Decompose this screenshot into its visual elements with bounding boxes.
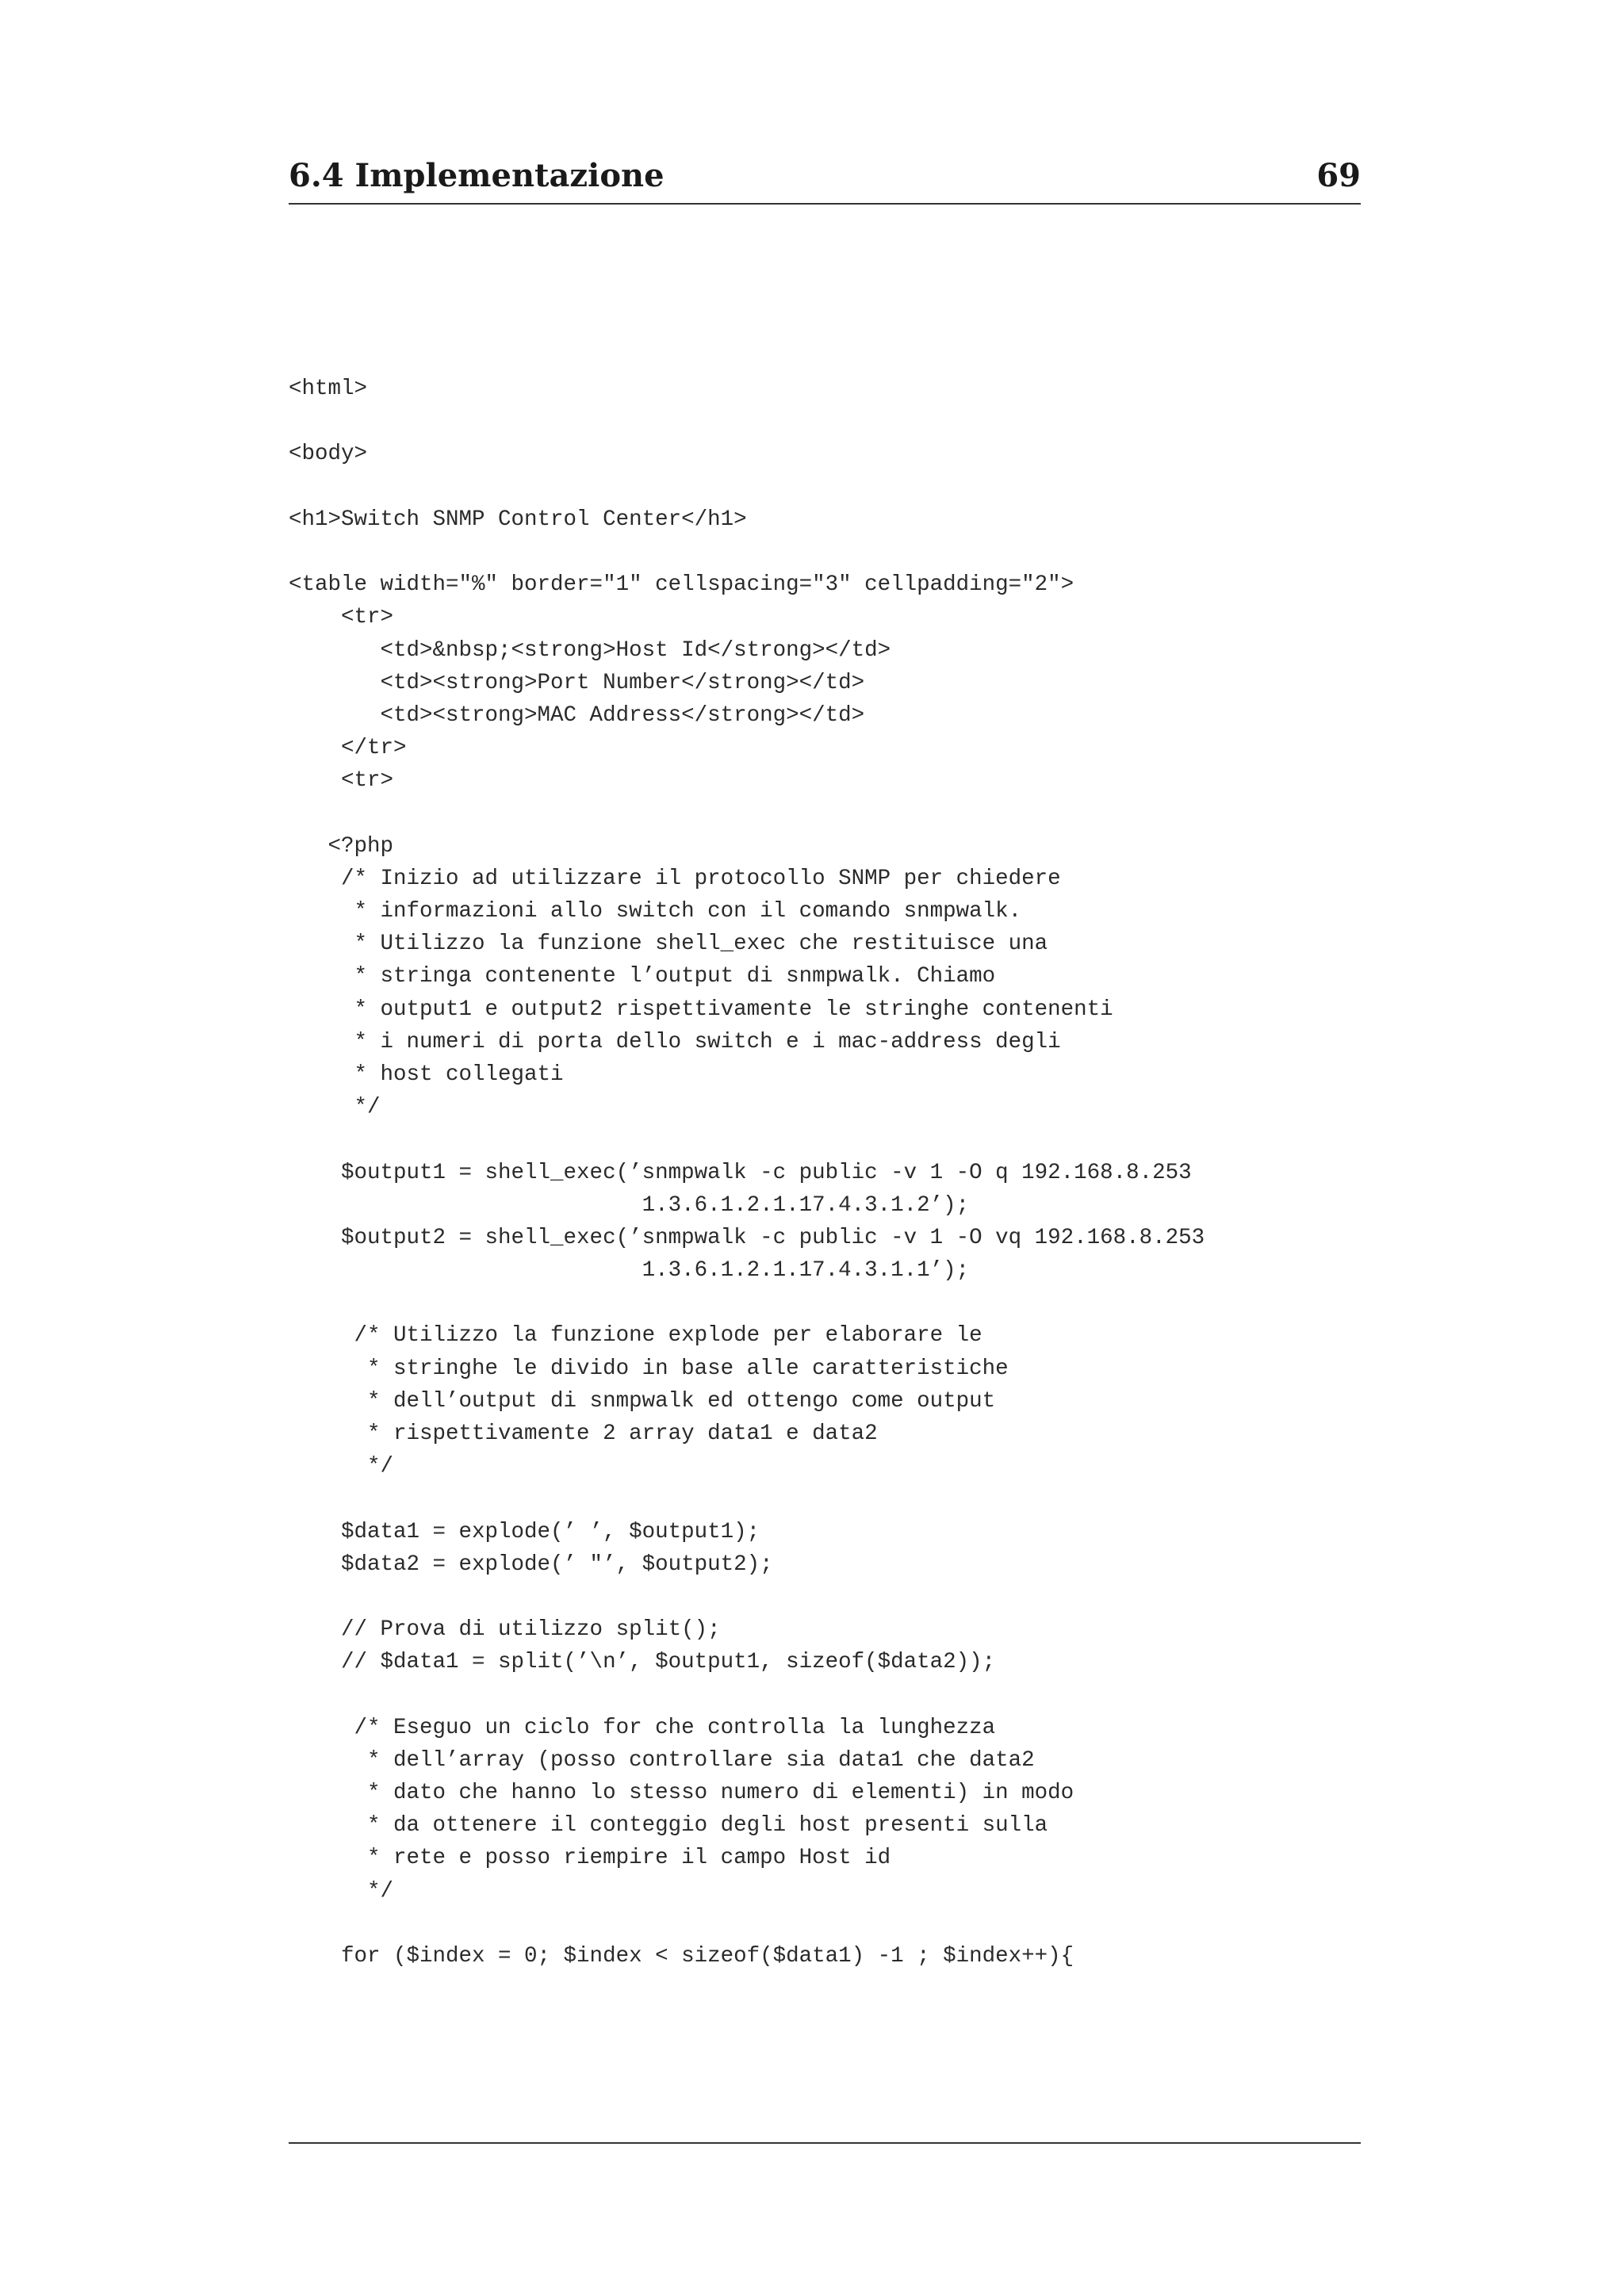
code-line: <html> [289, 377, 368, 401]
code-line: $data1 = explode(’ ’, $output1); [289, 1519, 760, 1544]
code-line: * i numeri di porta dello switch e i mac-address degli [289, 1029, 1061, 1054]
code-line: <td>&nbsp;<strong>Host Id</strong></td> [289, 637, 891, 663]
code-line: * da ottenere il conteggio degli host presenti sulla [289, 1813, 1048, 1839]
code-line [289, 536, 1361, 568]
code-line: * rete e posso riempire il campo Host id [289, 1846, 891, 1871]
page-header [289, 155, 1361, 205]
code-line [289, 405, 1361, 438]
code-line [289, 797, 1361, 829]
code-line: * stringhe le divido in base alle caratteristiche [289, 1356, 1009, 1381]
code-line: /* Eseguo un ciclo for che controlla la lunghezza [289, 1715, 996, 1740]
code-line: */ [289, 1878, 394, 1904]
code-line: <h1>Switch SNMP Control Center</h1> [289, 507, 747, 532]
footer-rule [289, 2142, 1361, 2144]
code-line: /* Inizio ad utilizzare il protocollo SNMP per chiedere [289, 866, 1061, 891]
code-line: * rispettivamente 2 array data1 e data2 [289, 1422, 878, 1446]
code-line: * dell’array (posso controllare sia data1 che data2 [289, 1747, 1035, 1773]
code-line: * stringa contenente l’output di snmpwalk. Chiamo [289, 964, 996, 989]
section-title: 6.4 Implementazione [289, 157, 665, 194]
code-line: </tr> [289, 736, 407, 761]
code-line: * informazioni allo switch con il comando snmpwalk. [289, 899, 1022, 924]
code-line: <?php [289, 833, 394, 859]
page-number: 69 [1316, 157, 1361, 194]
code-line: $output1 = shell_exec(’snmpwalk -c public -v 1 -O q 192.168.8.253 [289, 1160, 1192, 1185]
code-line: <td><strong>MAC Address</strong></td> [289, 702, 865, 728]
code-line: 1.3.6.1.2.1.17.4.3.1.2’); [289, 1192, 970, 1218]
code-line [289, 1581, 1361, 1613]
code-line [289, 1908, 1361, 1940]
code-line [289, 1679, 1361, 1712]
code-line: * output1 e output2 rispettivamente le stringhe contenenti [289, 997, 1113, 1022]
code-line: * host collegati [289, 1062, 564, 1087]
code-line: for ($index = 0; $index < sizeof($data1) -1 ; $index++){ [289, 1944, 1074, 1969]
code-line: * dell’output di snmpwalk ed ottengo come output [289, 1388, 996, 1414]
code-line [289, 471, 1361, 503]
code-line: $output2 = shell_exec(’snmpwalk -c public -v 1 -O vq 192.168.8.253 [289, 1225, 1205, 1250]
code-line: */ [289, 1095, 381, 1120]
code-line: <body> [289, 442, 368, 467]
code-line: // $data1 = split(’\n’, $output1, sizeof($data2)); [289, 1650, 996, 1675]
code-line: <table width="%" border="1" cellspacing="3" cellpadding="2"> [289, 572, 1074, 598]
code-line [289, 1483, 1361, 1515]
code-line: // Prova di utilizzo split(); [289, 1617, 721, 1643]
code-line: 1.3.6.1.2.1.17.4.3.1.1’); [289, 1258, 970, 1284]
code-listing [289, 373, 1361, 1973]
code-line [289, 1123, 1361, 1156]
code-line: * Utilizzo la funzione shell_exec che restituisce una [289, 932, 1048, 957]
code-line: <tr> [289, 605, 394, 630]
code-line: <td><strong>Port Number</strong></td> [289, 670, 865, 695]
code-line: /* Utilizzo la funzione explode per elaborare le [289, 1323, 982, 1349]
code-line: */ [289, 1454, 394, 1479]
code-line [289, 1287, 1361, 1319]
code-line: $data2 = explode(’ "’, $output2); [289, 1552, 773, 1577]
code-line: * dato che hanno lo stesso numero di elementi) in modo [289, 1781, 1074, 1806]
code-line: <tr> [289, 768, 394, 794]
